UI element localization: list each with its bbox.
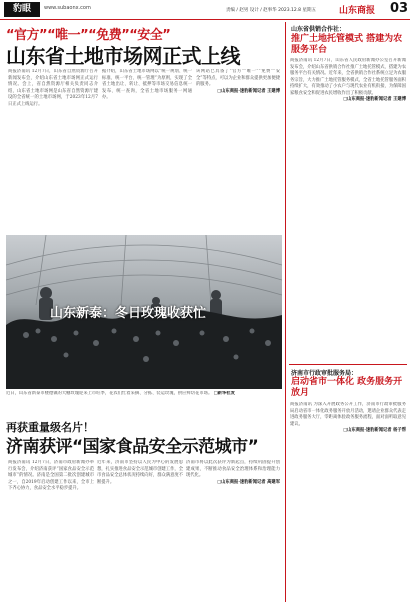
section-name: 山东商报 — [339, 6, 376, 16]
right1-byline: □山东商报·速豹新闻记者 王建博 — [343, 97, 406, 102]
second-byline: □山东商报·速豹新闻记者 高建军 — [217, 479, 280, 485]
lead-column-2: 据介绍，山东省土地市场网以“统一规划、统一标准、统一平台、统一管理”为原则，实现了全省土地出让、转让、抵押等市场交易信息统一发布、统一查询，全省土地市场服务一网通办。 — [102, 69, 192, 100]
second-column-1: 商报济南讯 12月7日，济南市政府新闻办举行发布会，介绍济南获评“国家食品安全示范城市”的情况。济南是全国第二批次创建城市之一，自2019年启动创建工作以来，全市上下齐心协力，食品安全水平稳步提升。 — [8, 460, 94, 491]
lead-column-3 — [196, 69, 280, 231]
photo-overlay-title: 山东新泰：冬日玫瑰收获忙 — [50, 306, 207, 321]
right-separator — [289, 364, 407, 365]
website-url[interactable]: www.subaonx.com — [44, 5, 91, 11]
second-column-3 — [186, 460, 280, 600]
right2-byline: □山东商报·速豹新闻记者 杨子帮 — [343, 428, 406, 433]
page-header — [0, 0, 410, 20]
newspaper-logo: 豹眼 — [4, 2, 40, 17]
second-headline[interactable]: 济南获评“国家食品安全示范城市” — [6, 437, 259, 457]
right1-body-text: 商报济南讯 12月7日，山东省人民政府新闻办公室召开新闻发布会，介绍山东省供销合作社推广土地托管模式、搭建为农服务平台有关情况。近年来，全省供销合作社系统立足为农服务宗旨，大力推广土地托管服务模式，全省土地托管服务面积持续扩大，有效推动了小农户与现代农业有机衔接，为保障国家粮食安全和促进农民增收作出了积极贡献。 — [290, 58, 406, 96]
right1-kicker: 山东省供销合作社： — [291, 26, 346, 33]
column-divider — [285, 22, 286, 602]
lead-headline[interactable]: 山东省土地市场网正式上线 — [6, 44, 240, 68]
lead-byline: □山东商报·速豹新闻记者 王建博 — [217, 88, 280, 94]
right2-kicker: 济南市行政审批服务局： — [291, 370, 358, 377]
editor-date-line: 责编 / 赵男 设计 / 赵事华 2023.12.8 星期五 — [226, 8, 316, 13]
right2-body-text: 商报济南讯 为深入开展政务公开工作，济南市行政审批服务局启动省市一体化政务服务开放月活动，邀请企业群众代表走进政务服务大厅，零距离体验政务服务流程，面对面听取意见建议。 — [290, 402, 406, 427]
lead-column-1: 商报济南讯 12月7日，山东省自然资源厅召开新闻发布会，介绍山东省土地市场网正式运行情况。会上，省自然资源厅相关负责同志介绍，山东省土地市场网是山东省自然资源厅建设的全省统一的土地市场网，于2023年12月7日正式上线运行。 — [8, 69, 98, 107]
photo-credit: □新华社发 — [213, 391, 235, 396]
second-kicker: 再获重量级名片！ — [6, 421, 94, 434]
right2-headline[interactable]: 启动省市一体化 政务服务开放月 — [291, 377, 403, 398]
right2-body — [290, 402, 406, 600]
right1-headline[interactable]: 推广土地托管模式 搭建为农服务平台 — [291, 34, 403, 55]
lead-column-3-text: 该网站已具备了“官方”“唯一”“免费”“安全”等特点，可以为企业和群众提供更加便捷的服务。 — [196, 69, 280, 87]
lead-kicker: “官方”“唯一”“免费”“安全” — [6, 28, 171, 43]
second-column-3-text: 济南市将以此次获评为新起点，持续巩固提升创建成果，不断推动食品安全治理体系和治理能力现代化。 — [186, 460, 280, 478]
photo-caption: 近日，山东省新泰市楼德镇的大棚玫瑰迎来上市旺季，花农们忙着采摘、分拣、装运玫瑰，供应鲜切花市场。 □新华社发 — [6, 391, 235, 396]
page-number: 03 — [390, 1, 409, 16]
right1-body — [290, 58, 406, 362]
second-column-2: 近年来，济南市坚持以人民为中心的发展思想，扎实推进食品安全示范城市创建工作，全市食品安全总体状况持续向好，群众满意度不断提升。 — [97, 460, 183, 485]
